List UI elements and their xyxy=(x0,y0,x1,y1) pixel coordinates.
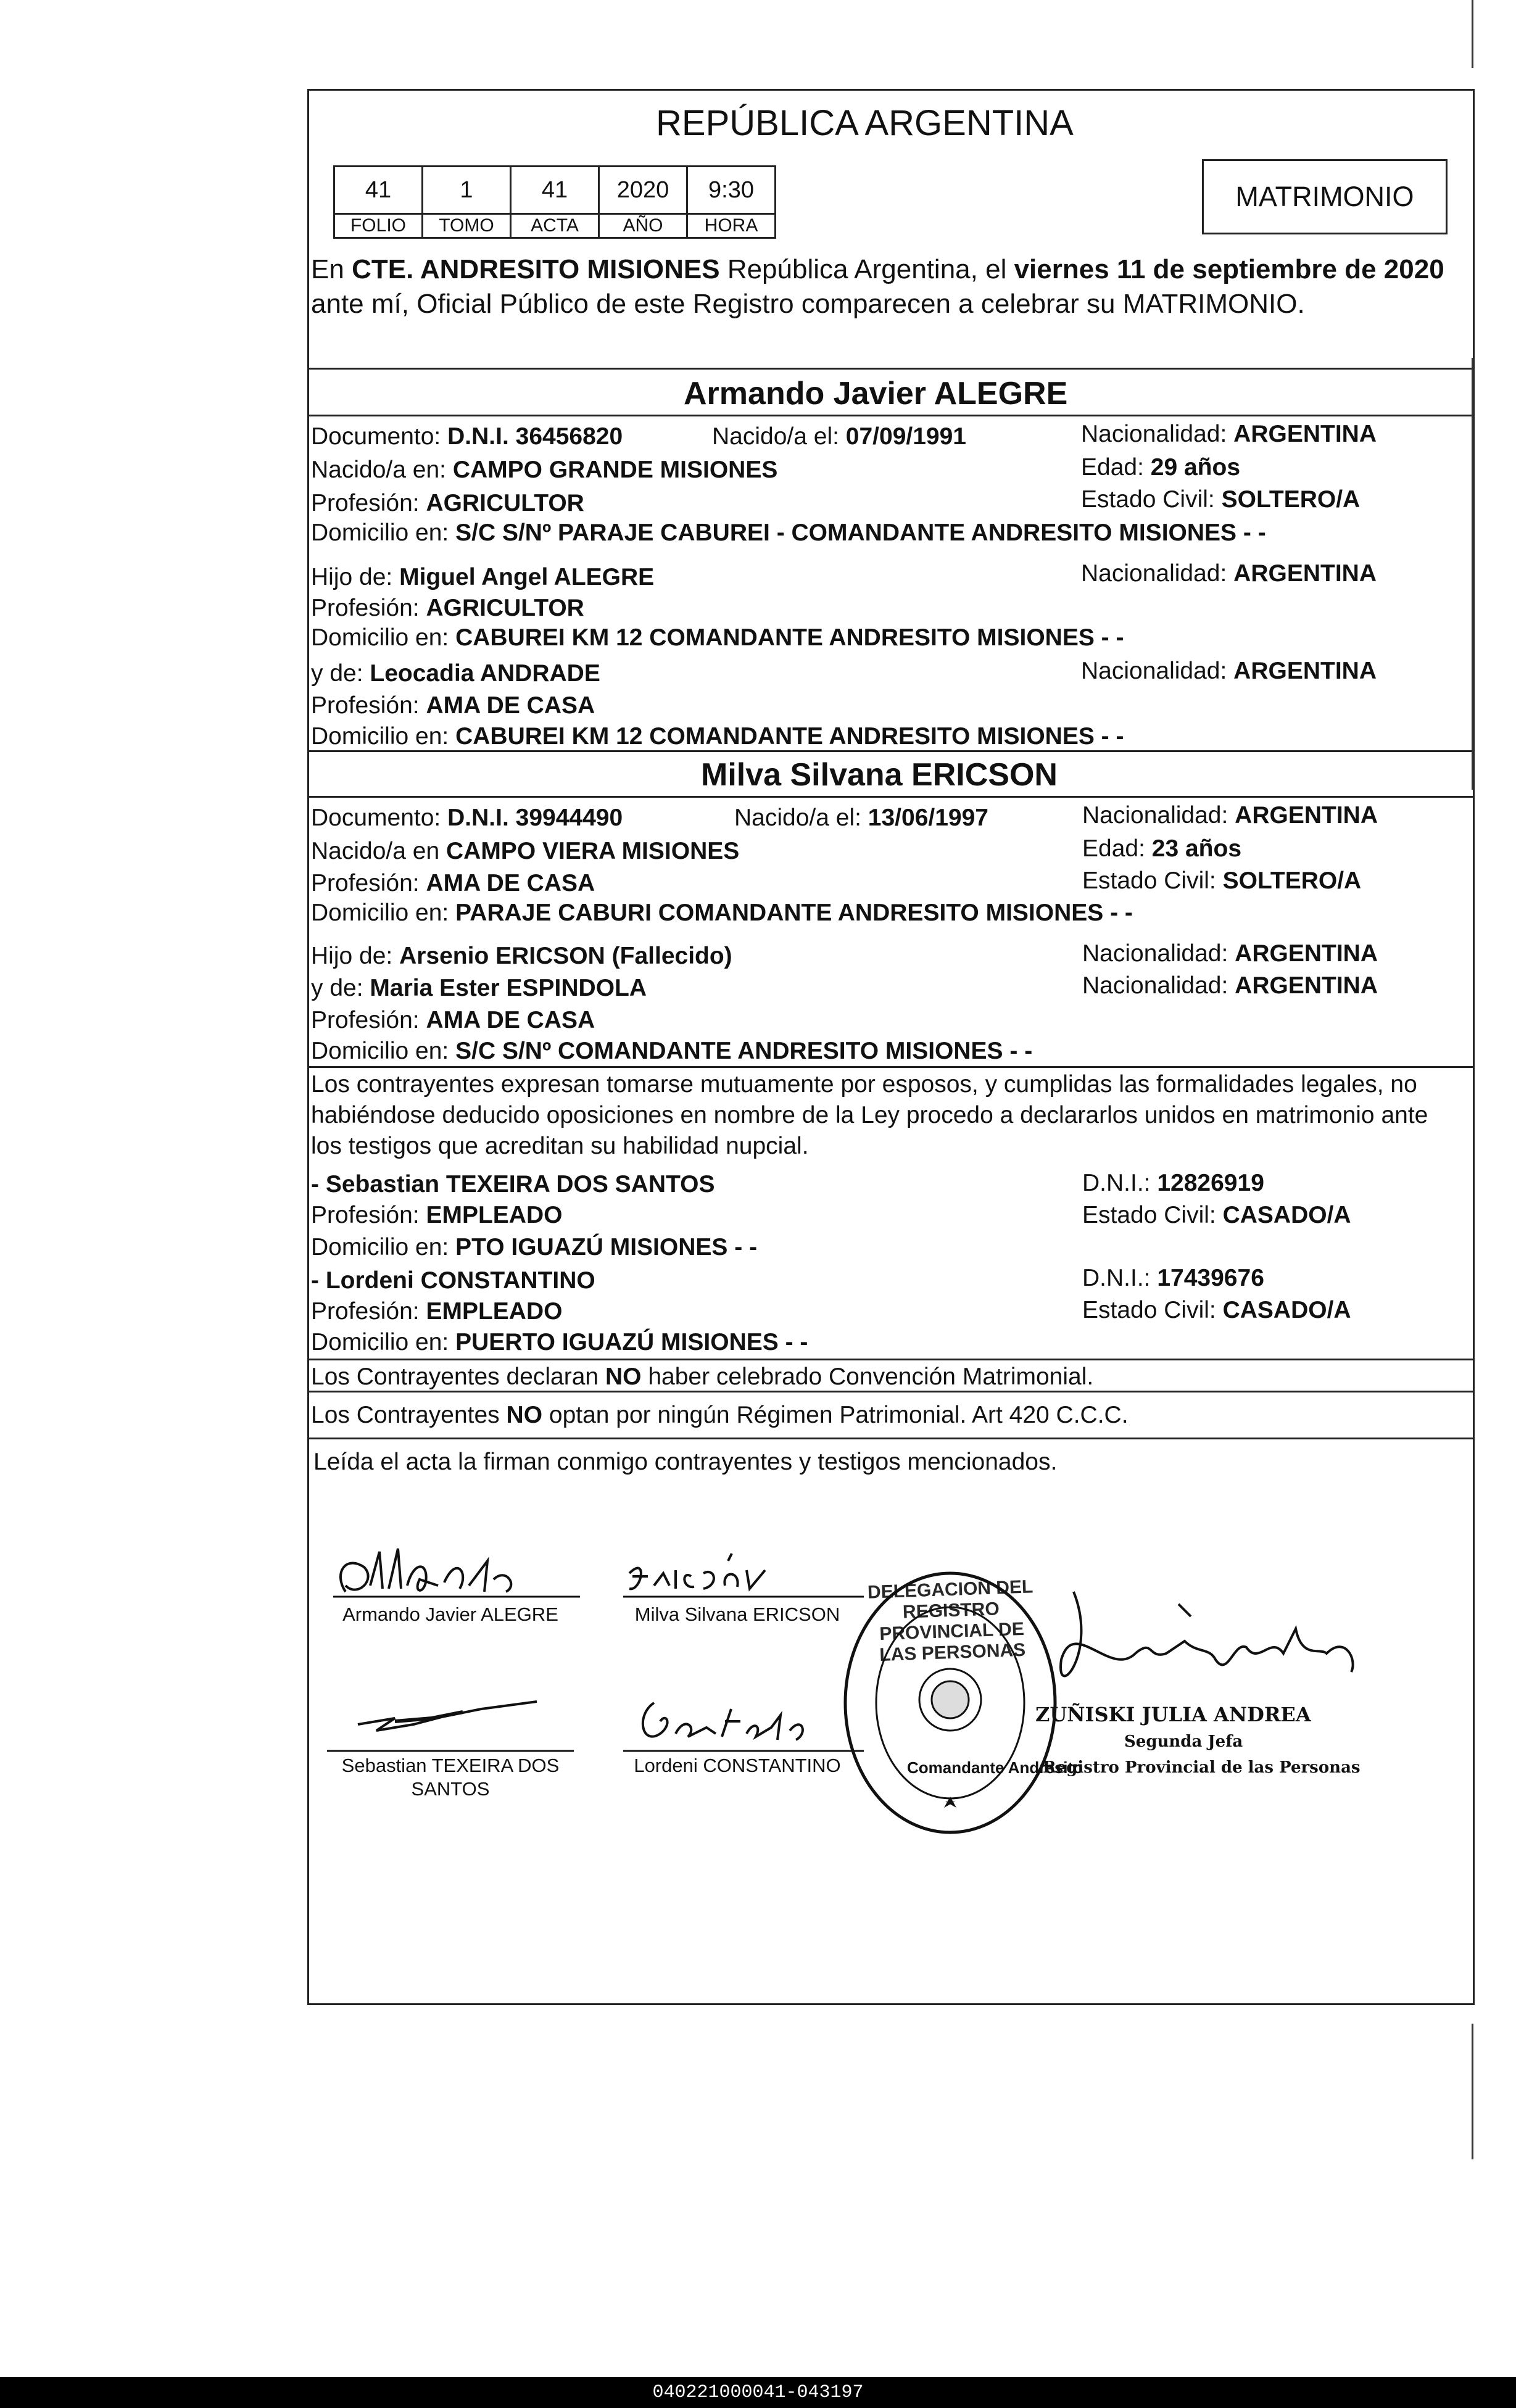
value: SOLTERO/A xyxy=(1222,867,1362,894)
closing-statement: Leída el acta la firman conmigo contrayentes y testigos mencionados. xyxy=(313,1449,1058,1475)
groom-name: Armando Javier ALEGRE xyxy=(684,376,1068,412)
declaration-line-2: habiéndose deducido oposiciones en nombre de la Ley procedo a declararlos unidos en matrimonio ante xyxy=(311,1102,1428,1128)
value: CAMPO VIERA MISIONES xyxy=(445,838,740,864)
value: 12826919 xyxy=(1157,1170,1264,1196)
label: Estado Civil: xyxy=(1082,867,1216,894)
emphasis: NO xyxy=(506,1402,543,1428)
label: Profesión: xyxy=(311,1007,420,1033)
scan-edge-mark xyxy=(1472,2024,1473,2159)
label: y de: xyxy=(311,975,363,1001)
intro-line-2: ante mí, Oficial Público de este Registro comparecen a celebrar su MATRIMONIO. xyxy=(311,289,1305,319)
value: AGRICULTOR xyxy=(426,595,584,621)
label: Documento: xyxy=(311,805,441,831)
intro-line-1 xyxy=(311,253,1444,286)
label: D.N.I.: xyxy=(1082,1170,1151,1196)
label: Documento: xyxy=(311,423,441,450)
label: Nacido/a en: xyxy=(311,457,446,483)
label: Nacionalidad: xyxy=(1082,940,1228,967)
value: S/C S/Nº PARAJE CABUREI - COMANDANTE ANDRESITO MISIONES - - xyxy=(455,519,1266,546)
groom-age xyxy=(1081,453,1240,482)
acta-label: ACTA xyxy=(511,214,599,238)
text: optan por ningún Régimen Patrimonial. Art 420 C.C.C. xyxy=(549,1402,1129,1428)
value: S/C S/Nº COMANDANTE ANDRESITO MISIONES - - xyxy=(455,1038,1033,1064)
bride-father xyxy=(311,941,732,971)
witness-1-profession xyxy=(311,1201,562,1230)
groom-mother-nationality xyxy=(1081,656,1377,686)
bride-doc xyxy=(311,803,623,833)
label: Profesión: xyxy=(311,1202,420,1228)
bride-age xyxy=(1082,834,1241,864)
label: Nacionalidad: xyxy=(1082,802,1228,829)
label: Domicilio en: xyxy=(311,1038,449,1064)
label: Nacionalidad: xyxy=(1081,560,1227,587)
groom-civil-status xyxy=(1081,485,1360,515)
label: Domicilio en: xyxy=(311,1234,449,1260)
groom-father-nationality xyxy=(1081,559,1377,589)
intro-text: En xyxy=(311,254,344,284)
value: PARAJE CABURI COMANDANTE ANDRESITO MISIONES - - xyxy=(455,900,1133,926)
label: Profesión: xyxy=(311,595,420,621)
label: Nacionalidad: xyxy=(1081,658,1227,684)
value: ARGENTINA xyxy=(1233,421,1377,447)
value: Miguel Angel ALEGRE xyxy=(399,564,655,590)
label: Nacionalidad: xyxy=(1082,972,1228,999)
label: Estado Civil: xyxy=(1081,486,1215,513)
value: ARGENTINA xyxy=(1235,972,1378,999)
groom-birth-date: 07/09/1991 xyxy=(845,423,966,450)
divider xyxy=(307,1359,1475,1360)
bride-nationality xyxy=(1082,801,1378,830)
value: EMPLEADO xyxy=(426,1298,563,1325)
label: Domicilio en: xyxy=(311,519,449,546)
divider xyxy=(307,368,1475,370)
groom-signature xyxy=(321,1536,605,1610)
witness-1-domicile xyxy=(311,1233,757,1262)
text: haber celebrado Convención Matrimonial. xyxy=(648,1363,1094,1390)
scan-edge-mark xyxy=(1472,0,1473,68)
witness-2-signature-caption: Lordeni CONSTANTINO xyxy=(634,1755,841,1776)
officer-signature xyxy=(1037,1579,1407,1721)
value: EMPLEADO xyxy=(426,1202,563,1228)
value: PTO IGUAZÚ MISIONES - - xyxy=(455,1234,758,1260)
intro-text: República Argentina, el xyxy=(727,254,1007,284)
label: Nacido/a el: xyxy=(712,423,839,450)
ano-value: 2020 xyxy=(599,167,687,214)
label: Profesión: xyxy=(311,1298,420,1325)
value: AMA DE CASA xyxy=(426,870,595,896)
label: Domicilio en: xyxy=(311,624,449,651)
bride-born-in xyxy=(311,837,739,866)
value: SOLTERO/A xyxy=(1221,486,1361,513)
value: CABUREI KM 12 COMANDANTE ANDRESITO MISIONES - - xyxy=(455,723,1124,750)
declaration-line-3: los testigos que acreditan su habilidad nupcial. xyxy=(311,1133,809,1159)
value: ARGENTINA xyxy=(1233,560,1377,587)
bride-mother xyxy=(311,974,647,1003)
bride-profession xyxy=(311,869,595,898)
label: Hijo de: xyxy=(311,564,393,590)
bride-birth xyxy=(734,803,988,833)
label: Hijo de: xyxy=(311,943,393,969)
bride-name: Milva Silvana ERICSON xyxy=(701,757,1058,793)
bride-domicile xyxy=(311,898,1133,928)
groom-birth xyxy=(712,422,966,452)
bride-birth-date: 13/06/1997 xyxy=(868,805,988,831)
label: D.N.I.: xyxy=(1082,1265,1151,1291)
tomo-label: TOMO xyxy=(423,214,511,238)
witness-2-domicile xyxy=(311,1328,808,1357)
divider xyxy=(307,796,1475,798)
value: AGRICULTOR xyxy=(426,490,584,516)
bride-father-nationality xyxy=(1082,939,1378,969)
convention-line-1 xyxy=(311,1362,1093,1392)
witness-2-profession xyxy=(311,1297,562,1326)
divider xyxy=(307,415,1475,416)
groom-born-in xyxy=(311,455,777,485)
divider xyxy=(307,1391,1475,1392)
tomo-value: 1 xyxy=(423,167,511,214)
label: Domicilio en: xyxy=(311,900,449,926)
value: AMA DE CASA xyxy=(426,692,595,719)
emphasis: NO xyxy=(605,1363,642,1390)
witness-2-name: - Lordeni CONSTANTINO xyxy=(311,1267,595,1294)
witness-1-name: - Sebastian TEXEIRA DOS SANTOS xyxy=(311,1171,715,1198)
bride-dni: D.N.I. 39944490 xyxy=(447,805,623,831)
value: CABUREI KM 12 COMANDANTE ANDRESITO MISIONES - - xyxy=(455,624,1124,651)
label: Profesión: xyxy=(311,692,420,719)
bride-signature-caption: Milva Silvana ERICSON xyxy=(634,1603,840,1625)
value: PUERTO IGUAZÚ MISIONES - - xyxy=(455,1329,808,1355)
groom-profession xyxy=(311,489,584,518)
bride-mother-nationality xyxy=(1082,971,1378,1001)
value: 17439676 xyxy=(1157,1265,1264,1291)
label: Edad: xyxy=(1081,454,1144,481)
stamp-text: DELEGACION DEL REGISTRO PROVINCIAL DE LAS PERSONAS xyxy=(867,1576,1033,1666)
officer-stamp-name: ZUÑISKI JULIA ANDREA xyxy=(1035,1703,1311,1726)
label: Estado Civil: xyxy=(1082,1202,1216,1228)
bride-civil-status xyxy=(1082,866,1361,896)
label: Nacionalidad: xyxy=(1081,421,1227,447)
witness-1-signature-caption xyxy=(327,1754,574,1801)
country-title: REPÚBLICA ARGENTINA xyxy=(656,103,1074,143)
text: Los Contrayentes declaran xyxy=(311,1363,599,1390)
witness-1-signature xyxy=(321,1684,592,1758)
caption-line: Sebastian TEXEIRA DOS xyxy=(341,1755,560,1776)
hora-value: 9:30 xyxy=(687,167,776,214)
stamp-inner-text: Comandante Andresito xyxy=(907,1758,1083,1777)
caption-line: SANTOS xyxy=(411,1778,490,1800)
act-type-box: MATRIMONIO xyxy=(1202,159,1448,234)
groom-doc xyxy=(311,422,623,452)
text: Los Contrayentes xyxy=(311,1402,500,1428)
groom-father-domicile xyxy=(311,623,1124,653)
registry-table xyxy=(333,165,776,239)
scan-edge-mark xyxy=(1472,358,1473,790)
hora-label: HORA xyxy=(687,214,776,238)
bride-mother-domicile xyxy=(311,1036,1032,1066)
value: CAMPO GRANDE MISIONES xyxy=(452,457,778,483)
folio-value: 41 xyxy=(334,167,423,214)
groom-father-profession xyxy=(311,594,584,623)
acta-value: 41 xyxy=(511,167,599,214)
declaration-line-1: Los contrayentes expresan tomarse mutuamente por esposos, y cumplidas las formalidades legales, no xyxy=(311,1071,1417,1098)
label: Edad: xyxy=(1082,835,1145,862)
label: Estado Civil: xyxy=(1082,1297,1216,1323)
witness-2-civil-status xyxy=(1082,1296,1351,1325)
intro-place: CTE. ANDRESITO MISIONES xyxy=(352,254,720,284)
value: 29 años xyxy=(1150,454,1241,481)
label: y de: xyxy=(311,660,363,687)
bride-mother-profession xyxy=(311,1006,595,1035)
value: ARGENTINA xyxy=(1235,940,1378,967)
label: Domicilio en: xyxy=(311,1329,449,1355)
label: Profesión: xyxy=(311,490,420,516)
witness-1-dni xyxy=(1082,1169,1264,1198)
groom-mother-domicile xyxy=(311,722,1124,751)
value: AMA DE CASA xyxy=(426,1007,595,1033)
value: Leocadia ANDRADE xyxy=(370,660,600,687)
value: ARGENTINA xyxy=(1235,802,1378,829)
value: Arsenio ERICSON (Fallecido) xyxy=(399,943,732,969)
groom-mother xyxy=(311,659,600,689)
divider xyxy=(307,1438,1475,1439)
groom-signature-caption: Armando Javier ALEGRE xyxy=(342,1603,558,1625)
label: Nacido/a en xyxy=(311,838,440,864)
intro-date: viernes 11 de septiembre de 2020 xyxy=(1014,254,1444,284)
witness-2-dni xyxy=(1082,1264,1264,1293)
value: Maria Ester ESPINDOLA xyxy=(370,975,647,1001)
value: CASADO/A xyxy=(1222,1297,1351,1323)
groom-nationality xyxy=(1081,420,1377,449)
value: 23 años xyxy=(1151,835,1242,862)
label: Profesión: xyxy=(311,870,420,896)
groom-father xyxy=(311,563,654,592)
officer-stamp-office: Registro Provincial de las Personas xyxy=(1043,1758,1361,1777)
ano-label: AÑO xyxy=(599,214,687,238)
groom-mother-profession xyxy=(311,691,595,721)
value: CASADO/A xyxy=(1222,1202,1351,1228)
divider xyxy=(307,750,1475,752)
value: ARGENTINA xyxy=(1233,658,1377,684)
convention-line-2 xyxy=(311,1401,1129,1430)
label: Domicilio en: xyxy=(311,723,449,750)
label: Nacido/a el: xyxy=(734,805,861,831)
footer-document-code: 040221000041-043197 xyxy=(0,2377,1516,2408)
groom-domicile xyxy=(311,518,1266,548)
folio-label: FOLIO xyxy=(334,214,423,238)
divider xyxy=(307,1066,1475,1068)
officer-stamp-role: Segunda Jefa xyxy=(1124,1732,1243,1751)
groom-dni: D.N.I. 36456820 xyxy=(447,423,623,450)
witness-1-civil-status xyxy=(1082,1201,1351,1230)
